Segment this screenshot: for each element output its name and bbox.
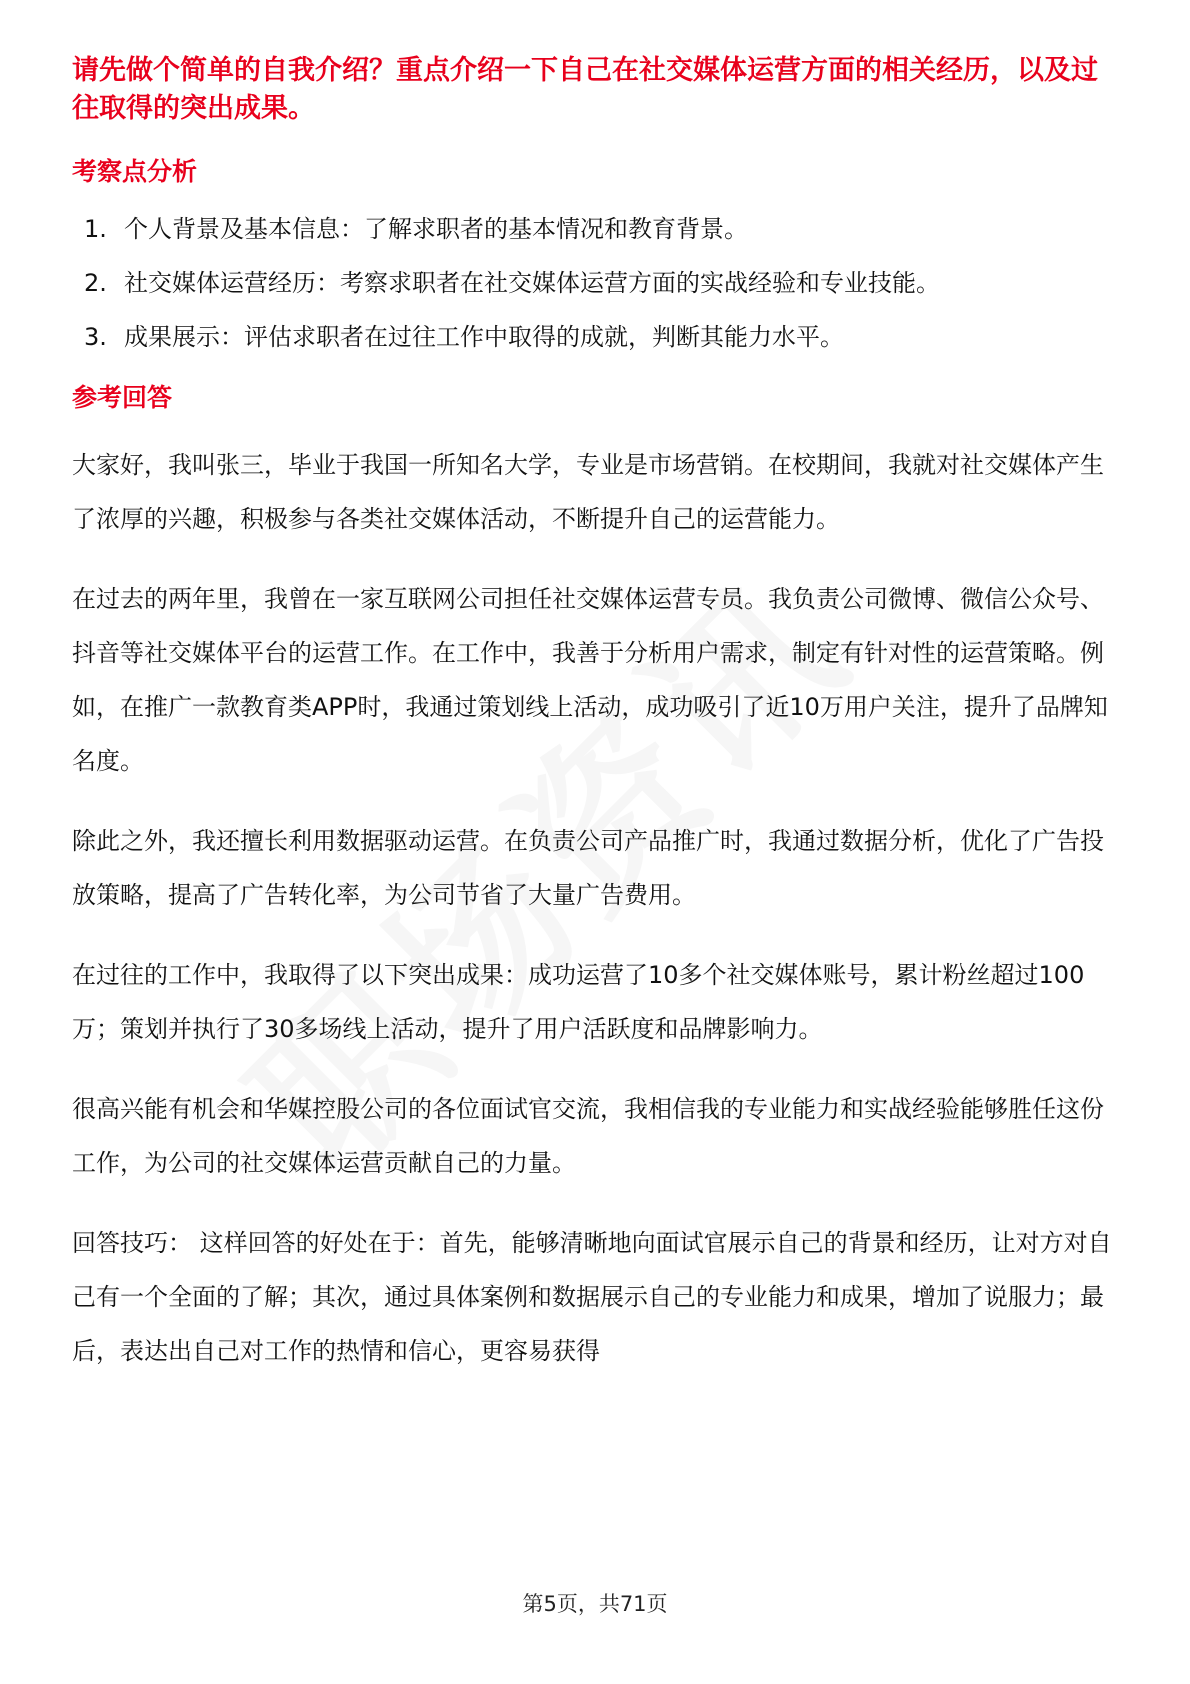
list-item-text: 个人背景及基本信息：了解求职者的基本情况和教育背景。 <box>124 215 748 243</box>
interview-question: 请先做个简单的自我介绍？重点介绍一下自己在社交媒体运营方面的相关经历，以及过往取得的突出成果。 <box>72 55 1098 124</box>
list-item-number: 3. <box>84 323 107 351</box>
list-item <box>84 212 1122 246</box>
answer-paragraph: 在过去的两年里，我曾在一家互联网公司担任社交媒体运营专员。我负责公司微博、微信公众号、抖音等社交媒体平台的运营工作。在工作中，我善于分析用户需求，制定有针对性的运营策略。例如，在推广一款教育类APP时，我通过策划线上活动，成功吸引了近10万用户关注，提升了品牌知名度。 <box>72 585 1108 775</box>
document-page <box>72 52 1122 1378</box>
list-item-text: 社交媒体运营经历：考察求职者在社交媒体运营方面的实战经验和专业技能。 <box>124 269 940 297</box>
answer-tips-paragraph: 回答技巧： 这样回答的好处在于：首先，能够清晰地向面试官展示自己的背景和经历，让对方对自己有一个全面的了解；其次，通过具体案例和数据展示自己的专业能力和成果，增加了说服力；最后，表达出自己对工作的热情和信心，更容易获得 <box>72 1229 1112 1365</box>
list-item <box>84 266 1122 300</box>
list-item-number: 1. <box>84 215 107 243</box>
answer-heading: 参考回答 <box>72 383 173 412</box>
answer-paragraph: 很高兴能有机会和华媒控股公司的各位面试官交流，我相信我的专业能力和实战经验能够胜任这份工作，为公司的社交媒体运营贡献自己的力量。 <box>72 1095 1104 1177</box>
list-item <box>84 320 1122 354</box>
answer-paragraph: 在过往的工作中，我取得了以下突出成果：成功运营了10多个社交媒体账号，累计粉丝超过100万；策划并执行了30多场线上活动，提升了用户活跃度和品牌影响力。 <box>72 961 1085 1043</box>
answer-paragraph: 大家好，我叫张三，毕业于我国一所知名大学，专业是市场营销。在校期间，我就对社交媒体产生了浓厚的兴趣，积极参与各类社交媒体活动，不断提升自己的运营能力。 <box>72 451 1104 533</box>
answer-paragraph: 除此之外，我还擅长利用数据驱动运营。在负责公司产品推广时，我通过数据分析，优化了广告投放策略，提高了广告转化率，为公司节省了大量广告费用。 <box>72 827 1104 909</box>
page-number: 第5页，共71页 <box>522 1592 668 1616</box>
list-item-text: 成果展示：评估求职者在过往工作中取得的成就，判断其能力水平。 <box>124 323 844 351</box>
list-item-number: 2. <box>84 269 107 297</box>
analysis-list <box>72 212 1122 354</box>
analysis-heading: 考察点分析 <box>72 157 198 186</box>
